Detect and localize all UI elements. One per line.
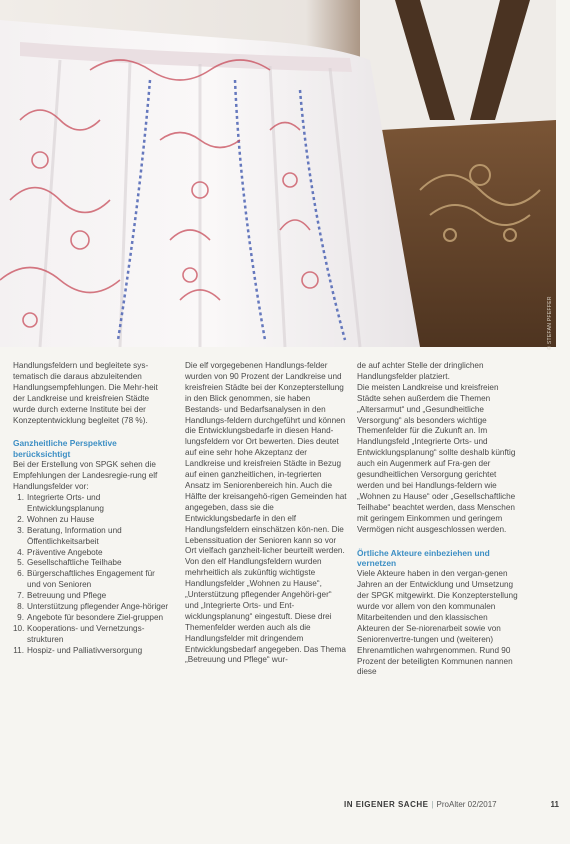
list-item: 4. Präventive Angebote [17,547,103,557]
paragraph-lead: Bei der Erstellung von SPGK sehen die Empfehlungen der Landesregie-rung elf Handlungsfelder vor: [13,460,158,492]
footer-section: IN EIGENER SACHE [344,800,429,809]
footer-separator: | [431,800,434,809]
photo-embroidered-apron [0,0,556,350]
list-item: 1. Integrierte Orts- und Entwicklungsplanung [17,492,104,513]
photo-credit: © STEFAN PFEFFER [546,296,553,350]
paragraph-priorities: Von den elf Handlungsfeldern wurden mehrheitlich als zukünftig wichtigste Handlungsfelder „Wohnen zu Hause“, „Unterstützung pflegender Angehöri-ger“ und „Integrierte Orts- und Ent-wicklungsplanung“ eingestuft. Diese drei Themenfelder werden auch als die Handlungsfelder mit dringendem Entwicklungsbedarf angegeben. Das Thema „Betreuung und Pflege“ wur- [185,557,346,665]
list-item: 6. Bürgerschaftliches Engagement für und von Senioren [17,569,155,590]
list-item: 9. Angebote für besondere Ziel-gruppen [17,612,164,622]
paragraph-continuation: de auf achter Stelle der dringlichen Handlungsfelder platziert. [357,361,484,381]
footer-issue: ProAlter 02/2017 [436,800,497,809]
page-number: 11 [550,800,559,809]
text-column-3 [357,361,519,678]
list-item: 5. Gesellschaftliche Teilhabe [17,558,122,568]
paragraph-acceptance: Die elf vorgegebenen Handlungs-felder wurden von 90 Prozent der Landkreise und kreisfreien Städte bei der Konzepterstellung in den Blick genommen, sie haben Bestands- und Bedarfsanalysen in den Handlungs-feldern durchgeführt und können die Entwicklungsbedarfe in diesen Hand-lungsfeldern vor Ort bewerten. Dies deutet auf eine sehr hohe Akzeptanz der Landkreise und kreisfreien Städte in Bezug auf einen ganzheitlichen, in-tegrierten Ansatz im Seniorenbereich hin. Auch die Hälfte der kreisangehö-rigen Gemeinden hat angegeben, dass sie die Entwicklungsbedarfe in den elf Handlungsfeldern einschätzen kön-nen. Die Lebenssituation der Senioren kann so vor Ort vielfach ganzheit-licher beurteilt werden. [185,361,347,556]
page-footer [344,800,559,814]
list-item: 10. Kooperations- und Vernetzungs-strukturen [13,623,145,644]
subheading-perspective: Ganzheitliche Perspektive berücksichtigt [13,438,117,460]
list-item: 8. Unterstützung pflegender Ange-höriger [17,602,169,612]
list-item: 2. Wohnen zu Hause [17,514,95,524]
paragraph-actors: Viele Akteure haben in den vergan-genen Jahren an der Entwicklung und Umsetzung der SPGK mitgewirkt. Die Konzepterstellung wurde vor allem von den kommunalen Mitarbeitenden und den klassischen Akteuren der Se-niorenarbeit sowie von Seniorenvertre-tungen und (weiteren) Ehrenamtlichen wahrgenommen. Rund 90 Prozent der beteiligten Kommunen nannen diese [357,569,518,677]
list-item: 3. Beratung, Information und Öffentlichkeitsarbeit [17,525,122,546]
photo-illustration [0,0,556,350]
list-item: 7. Betreuung und Pflege [17,591,107,601]
text-column-2 [185,361,347,666]
list-item: 11. Hospiz- und Palliativversorgung [13,645,143,655]
text-column-1 [13,361,169,657]
action-field-list [13,493,169,657]
subheading-local-actors: Örtliche Akteure einbeziehen und vernetzen [357,547,490,569]
paragraph-intro: Handlungsfeldern und begleitete sys-tematisch die daraus abzuleitenden Handlungsempfehlungen. Die Mehr-heit der Landkreise und kreisfreien Städte wurde durch externe Institute bei der Konzeptentwicklung begleitet (78 %). [13,361,158,425]
paragraph-future-topics: Die meisten Landkreise und kreisfreien Städte sehen außerdem die Themen „Altersarmut“ und „Gesundheitliche Versorgung“ als besonders wichtige Themenfelder für die Zukunft an. Im Handlungsfeld „Integrierte Orts- und Entwicklungsplanung“ sollte deshalb künftig auch ein Augenmerk auf Fra-gen der gesundheitlichen Versorgung gerichtet werden und bei Handlungs-feldern wie „Wohnen zu Hause“ oder „Gesellschaftliche Teilhabe“ beachtet werden, dass Menschen mit geringem Einkommen und geringem Vermögen nicht ausgeschlossen werden. [357,382,516,534]
